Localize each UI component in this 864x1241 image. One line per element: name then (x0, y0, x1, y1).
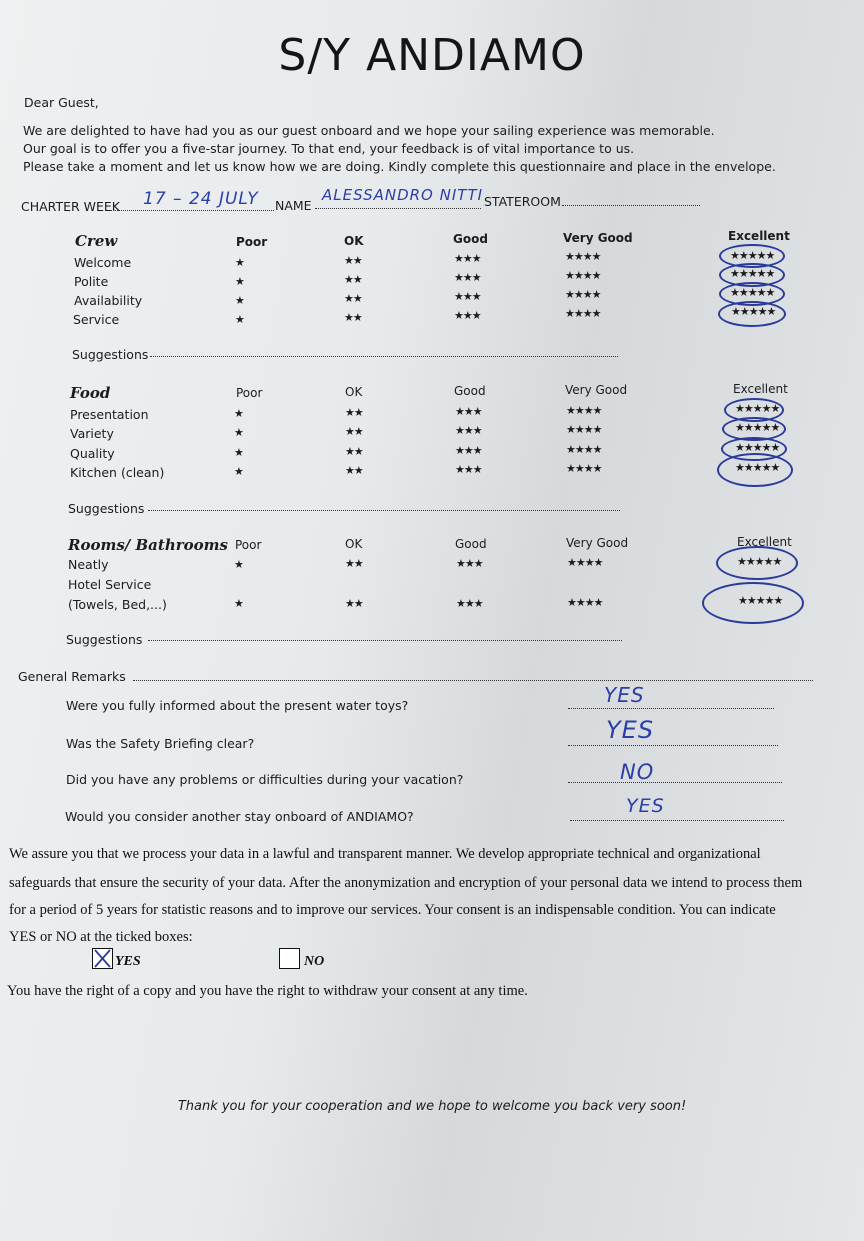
rooms-item-label: Hotel Service (68, 577, 152, 592)
rating-very-good[interactable]: ★★★★ (566, 404, 602, 417)
rooms-item-label: Neatly (68, 557, 109, 572)
charter-week-label: CHARTER WEEK (21, 199, 120, 214)
rating-poor[interactable]: ★ (235, 313, 244, 326)
question-text: Would you consider another stay onboard of ANDIAMO? (65, 809, 414, 824)
rating-ok[interactable]: ★★ (344, 311, 362, 324)
rating-poor[interactable]: ★ (234, 426, 243, 439)
rating-poor[interactable]: ★ (235, 294, 244, 307)
rating-excellent[interactable]: ★★★★★ (735, 402, 780, 415)
privacy-line-2: safeguards that ensure the security of your data. After the anonymization and encryption of your personal data we intend to process them (9, 875, 803, 891)
crew-item-label: Service (73, 312, 120, 327)
crew-header-very-good: Very Good (563, 231, 633, 245)
crew-header-excellent: Excellent (728, 229, 790, 243)
rating-very-good[interactable]: ★★★★ (565, 269, 601, 282)
rating-poor[interactable]: ★ (234, 465, 243, 478)
food-suggestions-label: Suggestions (68, 501, 145, 516)
rating-very-good[interactable]: ★★★★ (565, 250, 601, 263)
rating-poor[interactable]: ★ (234, 558, 243, 571)
food-item-label: Variety (70, 426, 114, 441)
rating-very-good[interactable]: ★★★★ (567, 596, 603, 609)
question-answer[interactable]: YES (606, 716, 655, 744)
rooms-header-excellent: Excellent (737, 535, 792, 549)
privacy-line-4: YES or NO at the ticked boxes: (9, 929, 193, 945)
crew-header-poor: Poor (236, 235, 268, 249)
rating-good[interactable]: ★★★ (456, 557, 483, 570)
rooms-item-label: (Towels, Bed,...) (68, 597, 167, 612)
rating-poor[interactable]: ★ (235, 256, 244, 269)
checkmark-x-icon (93, 949, 112, 968)
consent-no-label: NO (304, 954, 325, 969)
rating-good[interactable]: ★★★ (454, 271, 481, 284)
crew-item-label: Welcome (74, 255, 132, 270)
rating-poor[interactable]: ★ (235, 275, 244, 288)
general-remarks-field[interactable] (133, 680, 813, 681)
food-item-label: Presentation (70, 407, 149, 422)
rating-excellent[interactable]: ★★★★★ (730, 267, 775, 280)
food-item-label: Kitchen (clean) (70, 465, 165, 480)
rating-very-good[interactable]: ★★★★ (566, 462, 602, 475)
rating-ok[interactable]: ★★ (345, 445, 363, 458)
rights-statement: You have the right of a copy and you have the right to withdraw your consent at any time. (7, 983, 528, 999)
privacy-line-3: for a period of 5 years for statistic reasons and to improve our services. Your consent is an indispensable condition. You can indicate (9, 902, 776, 918)
rating-ok[interactable]: ★★ (344, 292, 362, 305)
rooms-header-ok: OK (345, 537, 363, 551)
rating-very-good[interactable]: ★★★★ (566, 443, 602, 456)
rating-very-good[interactable]: ★★★★ (567, 556, 603, 569)
crew-suggestions-field[interactable] (150, 356, 618, 357)
rooms-header-good: Good (455, 537, 487, 551)
rating-ok[interactable]: ★★ (345, 406, 363, 419)
closing-thanks: Thank you for your cooperation and we hope to welcome you back very soon! (177, 1099, 687, 1114)
rating-very-good[interactable]: ★★★★ (565, 307, 601, 320)
rating-excellent[interactable]: ★★★★★ (731, 305, 776, 318)
rooms-suggestions-field[interactable] (148, 640, 622, 641)
crew-header-ok: OK (344, 234, 364, 248)
circled-selection-mark (716, 546, 798, 580)
charter-week-value[interactable]: 17 – 24 JULY (143, 189, 259, 209)
food-section-title: Food (70, 384, 111, 402)
crew-header-good: Good (453, 232, 488, 246)
circled-selection-mark (702, 582, 804, 624)
general-remarks-label: General Remarks (18, 669, 126, 684)
rooms-suggestions-label: Suggestions (66, 632, 143, 647)
rating-excellent[interactable]: ★★★★★ (737, 555, 782, 568)
intro-line-1: We are delighted to have had you as our guest onboard and we hope your sailing experience was memorable. (23, 123, 715, 138)
rating-excellent[interactable]: ★★★★★ (738, 594, 783, 607)
circled-selection-mark (718, 301, 786, 327)
rating-excellent[interactable]: ★★★★★ (735, 441, 780, 454)
rating-good[interactable]: ★★★ (456, 597, 483, 610)
consent-yes-label: YES (115, 954, 141, 969)
crew-item-label: Polite (74, 274, 109, 289)
question-answer[interactable]: YES (604, 683, 645, 707)
question-text: Were you fully informed about the present water toys? (66, 698, 409, 713)
food-header-poor: Poor (236, 386, 263, 400)
rating-poor[interactable]: ★ (234, 597, 243, 610)
rating-good[interactable]: ★★★ (455, 424, 482, 437)
rating-ok[interactable]: ★★ (345, 597, 363, 610)
rating-excellent[interactable]: ★★★★★ (735, 421, 780, 434)
rating-good[interactable]: ★★★ (455, 444, 482, 457)
rooms-header-very-good: Very Good (566, 536, 629, 550)
rating-ok[interactable]: ★★ (344, 254, 362, 267)
rating-poor[interactable]: ★ (234, 407, 243, 420)
name-label: NAME (275, 198, 312, 213)
food-header-very-good: Very Good (565, 383, 628, 397)
circled-selection-mark (717, 453, 793, 487)
rating-ok[interactable]: ★★ (345, 425, 363, 438)
rooms-header-poor: Poor (235, 538, 262, 552)
consent-no-checkbox[interactable] (279, 948, 300, 969)
privacy-line-1: We assure you that we process your data in a lawful and transparent manner. We develop appropriate technical and organizational (9, 846, 761, 862)
crew-suggestions-label: Suggestions (72, 347, 149, 362)
greeting: Dear Guest, (24, 95, 99, 110)
question-answer[interactable]: NO (620, 760, 655, 784)
rating-ok[interactable]: ★★ (345, 557, 363, 570)
rating-ok[interactable]: ★★ (344, 273, 362, 286)
rating-good[interactable]: ★★★ (454, 290, 481, 303)
crew-section-title: Crew (75, 232, 118, 250)
crew-item-label: Availability (74, 293, 143, 308)
rating-poor[interactable]: ★ (234, 446, 243, 459)
intro-line-2: Our goal is to offer you a five-star journey. To that end, your feedback is of vital importance to us. (23, 141, 635, 156)
name-value[interactable]: ALESSANDRO NITTI (322, 186, 484, 204)
rating-good[interactable]: ★★★ (454, 309, 481, 322)
rating-ok[interactable]: ★★ (345, 464, 363, 477)
rating-good[interactable]: ★★★ (455, 463, 482, 476)
intro-line-3: Please take a moment and let us know how we are doing. Kindly complete this questionnaire and place in the envelope. (23, 159, 776, 174)
rating-good[interactable]: ★★★ (455, 405, 482, 418)
question-text: Did you have any problems or difficulties during your vacation? (66, 772, 464, 787)
rating-good[interactable]: ★★★ (454, 252, 481, 265)
food-header-good: Good (454, 384, 486, 398)
consent-yes-checkbox[interactable] (92, 948, 113, 969)
rating-excellent[interactable]: ★★★★★ (730, 286, 775, 299)
rating-very-good[interactable]: ★★★★ (565, 288, 601, 301)
page-title: S/Y ANDIAMO (278, 30, 586, 81)
rating-excellent[interactable]: ★★★★★ (730, 249, 775, 262)
stateroom-label: STATEROOM (484, 194, 561, 209)
question-answer[interactable]: YES (626, 795, 665, 817)
food-header-excellent: Excellent (733, 382, 788, 396)
rooms-section-title: Rooms/ Bathrooms (68, 536, 228, 554)
rating-excellent[interactable]: ★★★★★ (735, 461, 780, 474)
rating-very-good[interactable]: ★★★★ (566, 423, 602, 436)
food-item-label: Quality (70, 446, 115, 461)
food-suggestions-field[interactable] (148, 510, 620, 511)
food-header-ok: OK (345, 385, 363, 399)
question-text: Was the Safety Briefing clear? (66, 736, 255, 751)
